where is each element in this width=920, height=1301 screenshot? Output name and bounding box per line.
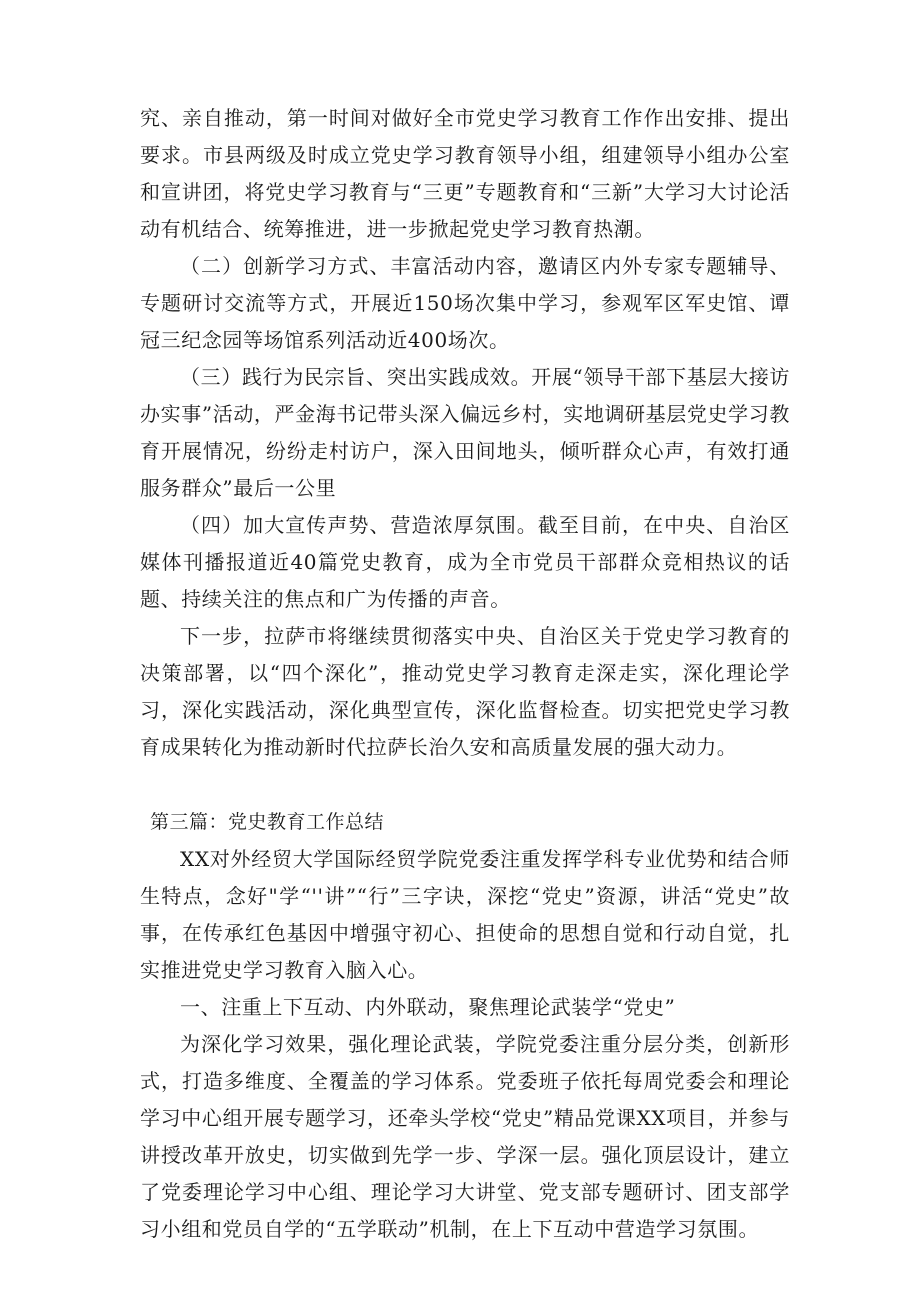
paragraph-next-step: 下一步，拉萨市将继续贯彻落实中央、自治区关于党史学习教育的决策部署，以“四个深化”，推动党史学习教育走深走实，深化理论学习，深化实践活动，深化典型宣传，深化监督检查。切实把党史学习教育成果转化为推动新时代拉萨长治久安和高质量发展的强大动力。 [140,624,790,759]
paragraph-item-2: （二）创新学习方式、丰富活动内容，邀请区内外专家专题辅导、专题研讨交流等方式，开展近150场次集中学习，参观军区军史馆、谭冠三纪念园等场馆系列活动近400场次。 [140,254,790,352]
section-title: 第三篇：党史教育工作总结 [150,811,385,833]
section-spacer [140,766,790,804]
paragraph-item-3: （三）践行为民宗旨、突出实践成效。开展“领导干部下基层大接访办实事”活动，严金海书记带头深入偏远乡村，实地调研基层党史学习教育开展情况，纷纷走村访户，深入田间地头，倾听群众心声，有效打通服务群众”最后一公里 [140,365,790,500]
document-page [140,100,790,1248]
paragraph-item-4: （四）加大宣传声势、营造浓厚氛围。截至目前，在中央、自治区媒体刊播报道近40篇党史教育，成为全市党员干部群众竞相热议的话题、持续关注的焦点和广为传播的声音。 [140,513,790,611]
paragraph-heading-1: 一、注重上下互动、内外联动，聚焦理论武装学“党史” [180,995,676,1019]
paragraph-continuation: 究、亲自推动，第一时间对做好全市党史学习教育工作作出安排、提出要求。市县两级及时成立党史学习教育领导小组，组建领导小组办公室和宣讲团，将党史学习教育与“三更”专题教育和“三新”大学习大讨论活动有机结合、统筹推进，进一步掀起党史学习教育热潮。 [140,106,790,241]
paragraph-body-1: 为深化学习效果，强化理论武装，学院党委注重分层分类，创新形式，打造多维度、全覆盖的学习体系。党委班子依托每周党委会和理论学习中心组开展专题学习，还牵头学校“党史”精品党课XX项目，并参与讲授改革开放史，切实做到先学一步、学深一层。强化顶层设计，建立了党委理论学习中心组、理论学习大讲堂、党支部专题研讨、团支部学习小组和党员自学的“五学联动”机制，在上下互动中营造学习氛围。 [140,1032,790,1241]
paragraph-intro: XX对外经贸大学国际经贸学院党委注重发挥学科专业优势和结合师生特点，念好"学“''讲”“行”三字诀，深挖“党史”资源，讲活“党史”故事，在传承红色基因中增强守初心、担使命的思想自觉和行动自觉，扎实推进党史学习教育入脑入心。 [140,847,790,982]
